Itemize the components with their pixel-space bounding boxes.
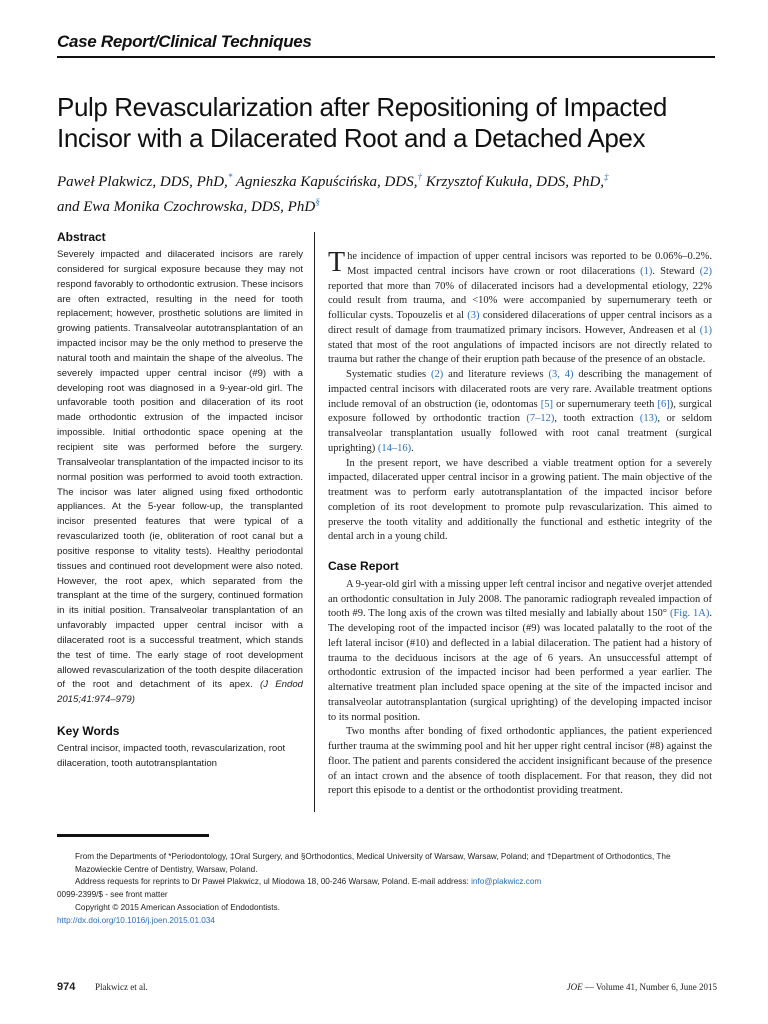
figure-link[interactable]: (Fig. 1A) bbox=[669, 608, 710, 620]
page-footer bbox=[57, 981, 717, 995]
section-label: Case Report/Clinical Techniques bbox=[57, 32, 312, 51]
citation-link[interactable]: (14–16) bbox=[377, 442, 412, 454]
affiliation-note: From the Departments of *Periodontology, ‡Oral Surgery, and §Orthodontics, Medical University of Warsaw, Warsaw, Poland; and †Department of Orthodontics, The Mazowieckie Centre of Dentistry, Warsaw, Poland. bbox=[75, 852, 671, 874]
article-title: Pulp Revascularization after Repositioning of Impacted Incisor with a Dilacerated Root and a Detached Apex bbox=[57, 92, 667, 153]
abstract-body: Severely impacted and dilacerated incisors are rarely considered for surgical exposure because they may not respond favorably to orthodontic extrusion. These incisors are often extracted, resulting in the need for tooth replacement; however, prosthetic solutions are limited in growing patients. Transalveolar autotransplantation of an impacted incisor may be the only method to preserve the natural tooth and maintain the shape of the alveolus. The severely impacted upper central incisor (#9) with a developing root was diagnosed in a 9-year-old girl. The unfavorable tooth position and dilaceration of its root made orthodontic extrusion of the impacted incisor impossible. Initial orthodontic space opening at the recipient site was performed before the surgery. Transalveolar transplantation of the impacted incisor to its normal position was performed to avoid tooth extraction. The incisor was later aligned using fixed orthodontic appliances. At the 5-year follow-up, the transplanted incisor presented features that were typical of a revascularized tooth (ie, obliteration of root canal but a positive response to vitality tests). Healthy periodontal tissues and continued root development were also noted. However, the root apex, which separated from the transplant at the time of the surgery, continued formation in its initial position. Transalveolar transplantation of an unfavorably impacted upper central incisor with a dilacerated root is a successful treatment, which stands the test of time. The early stage of root development allowed revascularization of the tooth despite dilaceration of the root and detachment of its apex. bbox=[57, 249, 303, 691]
abstract-heading: Abstract bbox=[57, 230, 106, 244]
journal-name: JOE bbox=[566, 982, 583, 992]
email-link[interactable]: info@plakwicz.com bbox=[471, 877, 542, 887]
abstract-citation: (J Endod 2015;41:974–979) bbox=[57, 679, 303, 706]
author-name: Krzysztof Kukuła, DDS, PhD, bbox=[425, 174, 605, 190]
address-note: Address requests for reprints to Dr Paweł Plakwicz, ul Miodowa 18, 00-246 Warsaw, Poland. E-mail address: info@plakwicz.com bbox=[75, 877, 542, 887]
keywords-text: Central incisor, impacted tooth, revascularization, root dilaceration, tooth autotransplantation bbox=[57, 743, 286, 769]
citation-link[interactable]: [5] bbox=[540, 398, 553, 410]
body-paragraph: In the present report, we have described a viable treatment option for a severely impacted, dilacerated upper central incisor in a growing patient. The main objective of the treatment was to perform early autotransplantation of the impacted incisor before completion of its root development to promote pulp revascularization. This aimed to preserve the tooth vitality and additionally the functional and esthetic integrity of the dental arch in a young child. bbox=[328, 457, 712, 543]
citation-link[interactable]: (1) bbox=[699, 324, 713, 336]
left-column bbox=[57, 230, 303, 772]
citation-link[interactable]: (2) bbox=[431, 369, 444, 380]
citation-link[interactable]: (3, 4) bbox=[548, 369, 574, 380]
citation-link[interactable]: [6] bbox=[657, 398, 670, 410]
column-divider bbox=[314, 232, 315, 812]
author-name: and Ewa Monika Czochrowska, DDS, PhD bbox=[57, 199, 316, 215]
footnote-rule bbox=[57, 834, 209, 837]
affiliation-mark[interactable]: § bbox=[315, 197, 320, 207]
section-header bbox=[57, 32, 715, 58]
body-paragraph: The incidence of impaction of upper central incisors was reported to be 0.06%–0.2%. Most impacted central incisors have crown or root dilacerations (1). Steward (2) reported that more than 70% of dilacerated incisors had a developmental etiology, 22% could result from trauma, and <10% were accompanied by supernumerary teeth or follicular cysts. Topouzelis et al (3) considered dilacerations of upper central incisors as a direct result of damage from traumatized primary incisors. However, Andreasen et al (1) stated that most of the root angulations of impacted incisors are not directly related to trauma but rather the change of their eruption path because of the presence of an obstacle. bbox=[328, 247, 713, 366]
journal-issue: — Volume 41, Number 6, June 2015 bbox=[584, 982, 717, 992]
affiliation-mark[interactable]: * bbox=[227, 172, 233, 182]
citation-link[interactable]: (1) bbox=[640, 265, 653, 277]
citation-link[interactable]: (2) bbox=[699, 265, 712, 277]
citation-link[interactable]: (13) bbox=[639, 413, 658, 425]
citation-link[interactable]: (7–12) bbox=[526, 413, 555, 425]
running-authors: Plakwicz et al. bbox=[95, 982, 148, 992]
doi-link[interactable]: http://dx.doi.org/10.1016/j.joen.2015.01.034 bbox=[57, 915, 215, 925]
footnotes bbox=[57, 851, 717, 927]
copyright-note: Copyright © 2015 American Association of Endodontists. bbox=[75, 902, 280, 912]
drop-cap: T bbox=[328, 247, 346, 278]
body-paragraph: A 9-year-old girl with a missing upper left central incisor and negative overjet attended an orthodontic consultation in July 2008. The panoramic radiograph revealed impaction of tooth #9. The long axis of the crown was tilted mesially and labially about 150° (Fig. 1A). The developing root of the impacted incisor (#9) was located palatally to the root of the left lateral incisor (#10) and deflected in a labial dilaceration. The patient had a history of trauma to the deciduous incisors at the age of 6 years. An unsuccessful attempt of orthodontic extrusion of the impacted incisor had been performed a year earlier. The alternative treatment plan included space opening at the site of the impacted incisor and transalveolar autotransplantation (surgical uprighting) of the developing impacted incisor to its normal position. bbox=[328, 578, 712, 723]
header-rule bbox=[57, 56, 715, 58]
author-name: Paweł Plakwicz, DDS, PhD, bbox=[57, 174, 228, 190]
issn-note: 0099-2399/$ - see front matter bbox=[57, 890, 168, 900]
case-report-heading: Case Report bbox=[328, 559, 399, 573]
keywords-heading: Key Words bbox=[57, 724, 120, 739]
citation-link[interactable]: (3) bbox=[467, 310, 480, 321]
affiliation-mark[interactable]: ‡ bbox=[604, 172, 609, 182]
affiliation-mark[interactable]: † bbox=[417, 172, 422, 182]
author-name: Agnieszka Kapuścińska, DDS, bbox=[235, 174, 418, 190]
body-column bbox=[328, 247, 713, 799]
journal-info bbox=[567, 982, 717, 992]
page-number: 974 bbox=[57, 981, 76, 993]
body-paragraph: Two months after bonding of fixed orthodontic appliances, the patient experienced further trauma at the swimming pool and hit her upper right central incisor (#8) against the floor. The patient and parents considered the accident insignificant because of the presence of an intact crown and the absence of tooth displacement. For that reason, they did not report this episode to a dentist or the orthodontist providing treatment. bbox=[328, 726, 712, 797]
body-paragraph: Systematic studies (2) and literature reviews (3, 4) describing the management of impacted central incisors with dilacerated roots are very rare. Available treatment options include removal of an obstruction (ie, odontomas [5] or supernumerary teeth [6]), surgical exposure followed by orthodontic traction (7–12), tooth extraction (13), or seldom transalveolar transplantation usually followed with root canal treatment (surgical uprighting) (14–16). bbox=[328, 369, 713, 454]
abstract-text bbox=[57, 248, 303, 708]
author-list bbox=[57, 167, 717, 217]
